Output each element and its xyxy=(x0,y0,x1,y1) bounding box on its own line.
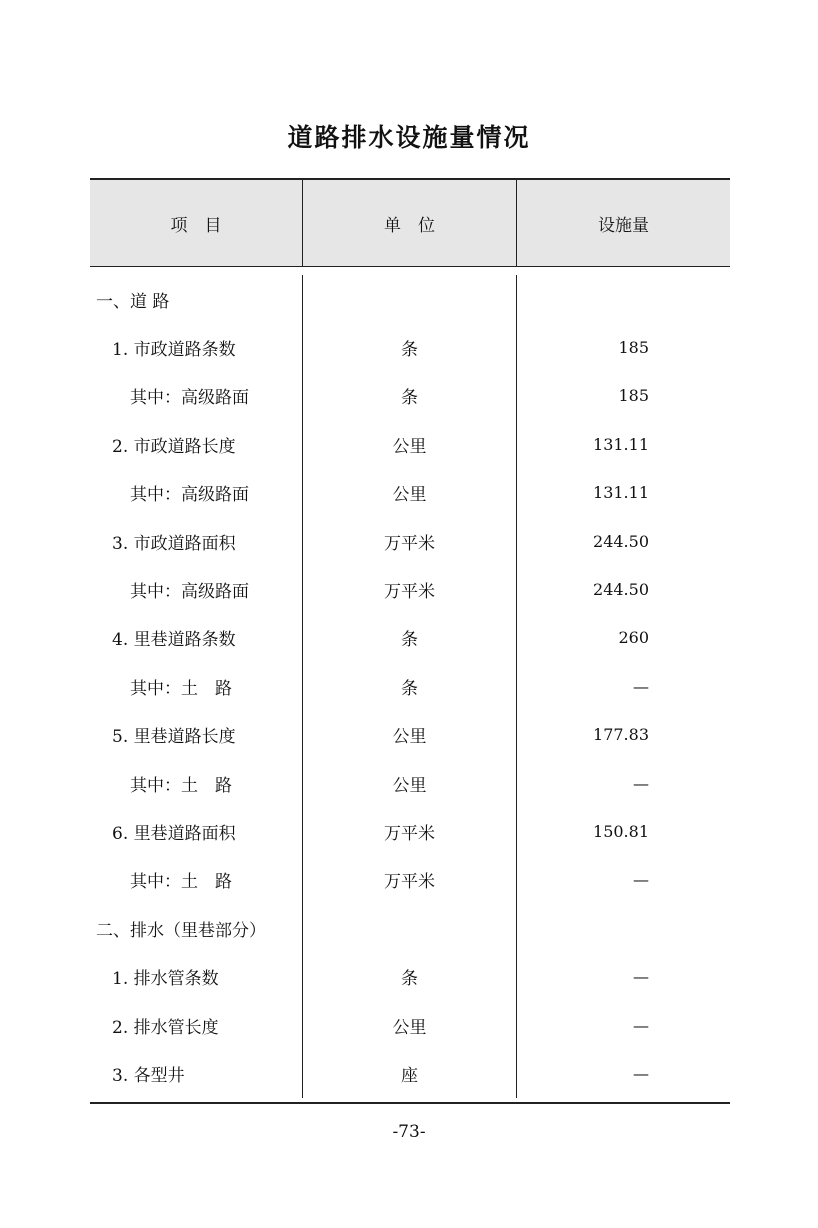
page-number: -73- xyxy=(392,1122,426,1142)
cell-item: 3. 市政道路面积 xyxy=(112,533,236,554)
table-row xyxy=(90,759,730,807)
table-row xyxy=(90,614,730,662)
table-row xyxy=(90,952,730,1000)
cell-unit: 万平米 xyxy=(302,517,516,565)
header-amount: 设施量 xyxy=(516,180,730,266)
cell-amount: — xyxy=(516,952,729,1000)
table-row xyxy=(90,856,730,904)
facility-table xyxy=(90,178,730,1104)
table-row xyxy=(90,420,730,468)
cell-item: 2. 排水管长度 xyxy=(112,1017,219,1038)
header-unit: 单 位 xyxy=(302,180,516,266)
cell-amount: 131.11 xyxy=(516,420,729,468)
cell-unit: 公里 xyxy=(302,759,516,807)
table-row xyxy=(90,904,730,952)
cell-amount: 131.11 xyxy=(516,469,729,517)
cell-amount: — xyxy=(516,1049,729,1097)
cell-unit: 座 xyxy=(302,1049,516,1097)
table-row xyxy=(90,807,730,855)
cell-amount: 185 xyxy=(516,372,729,420)
table-row xyxy=(90,1049,730,1097)
cell-item: 其中：土 路 xyxy=(130,775,232,796)
header-item: 项 目 xyxy=(170,215,222,236)
cell-item: 其中：高级路面 xyxy=(130,485,249,506)
cell-unit: 公里 xyxy=(302,711,516,759)
cell-unit: 公里 xyxy=(302,1001,516,1049)
cell-item: 4. 里巷道路条数 xyxy=(112,630,236,651)
table-row xyxy=(90,565,730,613)
cell-amount xyxy=(516,904,729,952)
table-row xyxy=(90,323,730,371)
cell-amount: 150.81 xyxy=(516,807,729,855)
cell-unit xyxy=(302,904,516,952)
cell-unit: 条 xyxy=(302,614,516,662)
cell-unit xyxy=(302,275,516,323)
cell-item: 5. 里巷道路长度 xyxy=(112,727,236,748)
table-row xyxy=(90,1001,730,1049)
table-row xyxy=(90,662,730,710)
cell-unit: 万平米 xyxy=(302,807,516,855)
table-row xyxy=(90,517,730,565)
cell-amount: 177.83 xyxy=(516,711,729,759)
cell-item: 其中：土 路 xyxy=(130,872,232,893)
cell-unit: 万平米 xyxy=(302,856,516,904)
cell-unit: 条 xyxy=(302,662,516,710)
cell-unit: 万平米 xyxy=(302,565,516,613)
cell-item: 1. 排水管条数 xyxy=(112,969,219,990)
cell-item: 2. 市政道路长度 xyxy=(112,436,236,457)
cell-amount: — xyxy=(516,662,729,710)
cell-unit: 条 xyxy=(302,952,516,1000)
cell-amount: 244.50 xyxy=(516,565,729,613)
cell-item: 3. 各型井 xyxy=(112,1065,185,1086)
table-row xyxy=(90,711,730,759)
table-row xyxy=(90,372,730,420)
table-row xyxy=(90,469,730,517)
table-header xyxy=(90,178,730,267)
cell-item: 1. 市政道路条数 xyxy=(112,340,236,361)
cell-unit: 公里 xyxy=(302,420,516,468)
cell-amount xyxy=(516,275,729,323)
cell-item: 其中：高级路面 xyxy=(130,388,249,409)
cell-unit: 公里 xyxy=(302,469,516,517)
cell-amount: — xyxy=(516,759,729,807)
cell-item: 6. 里巷道路面积 xyxy=(112,823,236,844)
cell-unit: 条 xyxy=(302,372,516,420)
cell-amount: 260 xyxy=(516,614,729,662)
cell-item: 其中：土 路 xyxy=(130,678,232,699)
cell-unit: 条 xyxy=(302,323,516,371)
cell-amount: — xyxy=(516,856,729,904)
cell-item: 一、道 路 xyxy=(96,291,170,312)
cell-item: 二、排水（里巷部分） xyxy=(96,920,266,941)
cell-amount: — xyxy=(516,1001,729,1049)
cell-amount: 185 xyxy=(516,323,729,371)
table-row xyxy=(90,275,730,323)
page-title: 道路排水设施量情况 xyxy=(287,123,531,152)
cell-item: 其中：高级路面 xyxy=(130,582,249,603)
cell-amount: 244.50 xyxy=(516,517,729,565)
table-body xyxy=(90,267,730,1104)
